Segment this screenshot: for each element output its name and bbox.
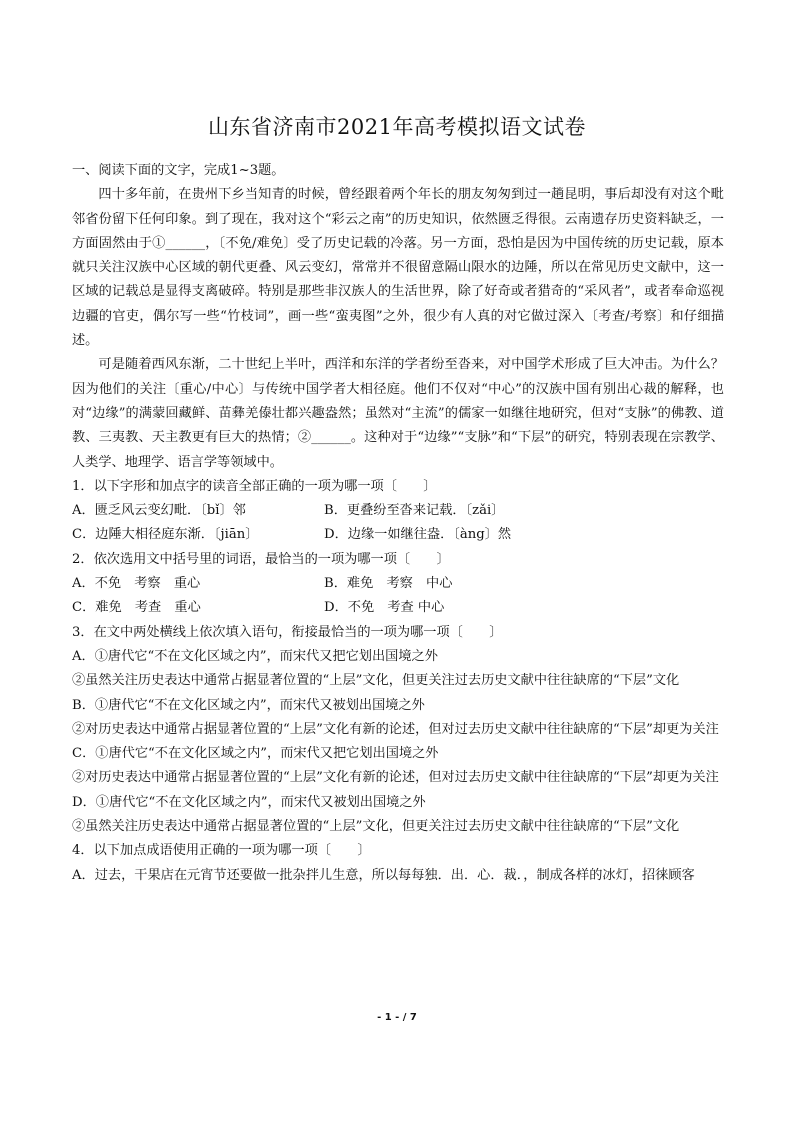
q3-option-b-line1: B．①唐代它“不在文化区域之内”，而宋代又被划出国境之外 xyxy=(72,697,425,713)
q3-option-c-line1: C．①唐代它“不在文化区域之内”，而宋代又把它划出国境之外 xyxy=(72,746,439,762)
q1-option-c: C．边陲大相径庭东渐．〔jiān〕 xyxy=(72,527,259,543)
q3-option-a-line1: A．①唐代它“不在文化区域之内”，而宋代又把它划出国境之外 xyxy=(72,648,438,664)
q3-option-c-line2: ②对历史表达中通常占据显著位置的“上层”文化有新的论述，但对过去历史文献中往往缺席的“下层”却更为关注 xyxy=(72,770,719,786)
q2-option-a: A．不免 考察 重心 xyxy=(72,576,201,592)
q1-option-b: B．更叠纷至沓来记载．〔zǎi〕 xyxy=(324,503,505,519)
q2-option-b: B．难免 考察 中心 xyxy=(324,576,453,592)
question-3-stem: 3．在文中两处横线上依次填入语句，衔接最恰当的一项为哪一项〔 〕 xyxy=(72,624,503,640)
q3-option-b-line2: ②对历史表达中通常占据显著位置的“上层”文化有新的论述，但对过去历史文献中往往缺席的“下层”却更为关注 xyxy=(72,721,719,737)
question-2-stem: 2．依次选用文中括号里的词语，最恰当的一项为哪一项〔 〕 xyxy=(72,551,450,567)
question-2-options xyxy=(72,572,724,621)
page-number: - 1 - / 7 xyxy=(377,1012,417,1023)
question-4-stem: 4．以下加点成语使用正确的一项为哪一项〔 〕 xyxy=(72,843,371,859)
q3-option-d-line2: ②虽然关注历史表达中通常占据显著位置的“上层”文化，但更关注过去历史文献中往往缺席的“下层”文化 xyxy=(72,819,680,835)
q3-option-d-line1: D．①唐代它“不在文化区域之内”，而宋代又被划出国境之外 xyxy=(72,794,426,810)
section-heading: 一、阅读下面的文字，完成1~3题。 xyxy=(72,163,285,178)
q2-option-c: C．难免 考查 重心 xyxy=(72,600,201,616)
question-1-stem: 1．以下字形和加点字的读音全部正确的一项为哪一项〔 〕 xyxy=(72,478,437,494)
passage-paragraph-2: 可是随着西风东渐，二十世纪上半叶，西洋和东洋的学者纷至沓来，对中国学术形成了巨大冲击。为什么？因为他们的关注〔重心/中心〕与传统中国学者大相径庭。他们不仅对“中心”的汉族中国有别出心裁的解释，也对“边缘”的满蒙回藏鲜、苗彝羌傣壮都兴趣盎然；虽然对“主流”的儒家一如继往地研究，但对“支脉”的佛教、道教、三夷教、天主教更有巨大的热情；②______。这种对于“边缘”“支脉”和“下层”的研究，特别表现在宗教学、人类学、地理学、语言学等领域中。 xyxy=(72,357,724,470)
page-title: 山东省济南市2021年高考模拟语文试卷 xyxy=(208,115,586,139)
passage-paragraph-1: 四十多年前，在贵州下乡当知青的时候，曾经跟着两个年长的朋友匆匆到过一趟昆明，事后却没有对这个毗邻省份留下任何印象。到了现在，我对这个“彩云之南”的历史知识，依然匮乏得很。云南遗存历史资料缺乏，一方面固然由于①______，〔不免/难免〕受了历史记载的冷落。另一方面，恐怕是因为中国传统的历史记载，原本就只关注汉族中心区域的朝代更叠、风云变幻，常常并不很留意隔山限水的边陲，所以在常见历史文献中，这一区域的记载总是显得支离破碎。特别是那些非汉族人的生活世界，除了好奇或者猎奇的“采风者”，或者奉命巡视边疆的官吏，偶尔写一些“竹枝词”，画一些“蛮夷图”之外，很少有人真的对它做过深入〔考查/考察〕和仔细描述。 xyxy=(72,187,724,349)
question-1-options xyxy=(72,499,724,548)
document-body xyxy=(72,159,724,888)
q4-option-a: A．过去，干果店在元宵节还要做一批杂拌儿生意，所以每每独．出．心．裁．，制成各样的冰灯，招徕顾客 xyxy=(72,867,695,883)
q1-option-a: A．匮乏风云变幻毗．〔bǐ〕邻 xyxy=(72,503,246,519)
q2-option-d: D．不免 考查 中心 xyxy=(324,600,445,616)
q3-option-a-line2: ②虽然关注历史表达中通常占据显著位置的“上层”文化，但更关注过去历史文献中往往缺席的“下层”文化 xyxy=(72,673,680,689)
q1-option-d: D．边缘一如继往盎．〔àng〕然 xyxy=(324,527,512,543)
